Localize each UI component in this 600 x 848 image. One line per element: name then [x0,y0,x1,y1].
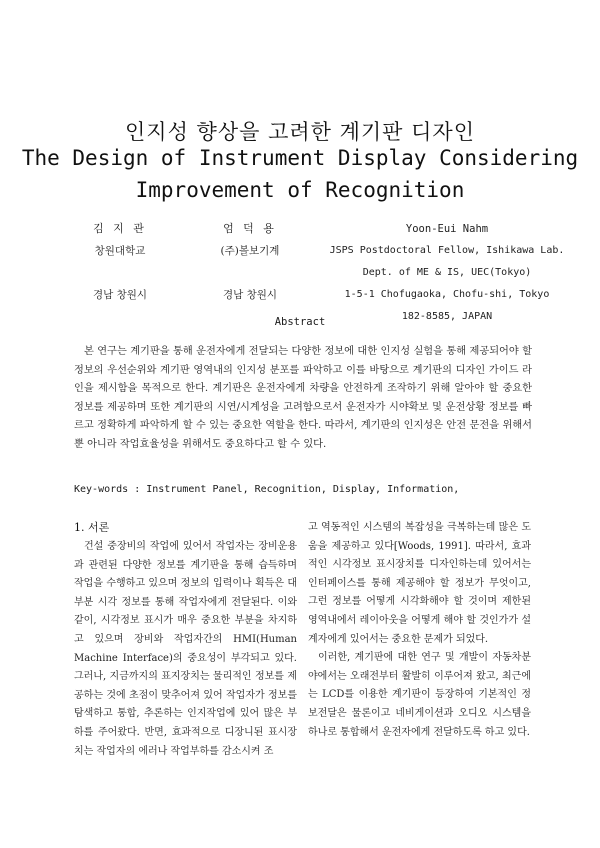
author-block-1 [70,218,170,306]
title-korean: 인지성 향상을 고려한 계기판 디자인 [125,120,475,144]
title-english-line1: The Design of Instrument Display Considering [21,146,579,170]
author-affiliation: (주)볼보기계 [220,245,280,257]
author-location: 경남 창원시 [92,289,148,301]
author-affiliation-line2: Dept. of ME & IS, UEC(Tokyo) [362,267,532,278]
author-block-2 [200,218,300,306]
keywords-line: Key-words : Instrument Panel, Recognition, Display, Information, [74,484,460,495]
author-location: 경남 창원시 [222,289,278,301]
author-address-line2: 182-8585, JAPAN [401,311,493,322]
abstract-body: 본 연구는 계기판을 통해 운전자에게 전달되는 다양한 정보에 대한 인지성 실험을 통해 제공되어야 할 정보의 우선순위와 계기판 영역내의 인지성 분포를 파악하고 이를 바탕으로 계기판의 디자인 가이드 라인을 제시함을 목적으로 한다. 계기판은 운전자에게 차량을 안전하게 조작하기 위해 알아야 할 중요한 정보를 제공하며 또한 계기판의 시연/시계성을 고려함으로서 운전자가 시야확보 및 운전상황 정보를 빠르고 정확하게 파악하게 할 수 있는 중요한 역할을 한다. 따라서, 계기판의 인지성은 안전 문전을 위해서 뿐 아니라 작업효율성을 위해서도 중요하다고 할 수 있다. [74,346,532,450]
body-column-right [308,519,531,742]
author-name: Yoon-Eui Nahm [405,223,489,235]
body-paragraph: 이러한, 계기판에 대한 연구 및 개발이 자동차분야에서는 오래전부터 활발히 이루어져 왔고, 최근에는 LCD를 이용한 계기판이 등장하여 기본적인 정보전달은 물론이고 네비게이션과 오디오 시스템을 하나로 통합해서 운전자에게 전달하도록 하고 있다. [308,652,531,738]
author-block-3 [312,218,582,328]
author-name: 김 지 관 [93,222,147,235]
author-address-line1: 1-5-1 Chofugaoka, Chofu-shi, Tokyo [344,289,550,300]
abstract-heading: Abstract [274,316,326,328]
body-column-left: 건설 중장비의 작업에 있어서 작업자는 장비운용과 관련된 다양한 정보를 계기판을 통해 습득하며 작업을 수행하고 있으며 정보의 입력이나 획득은 대부분 시각 정보를 통해 작업자에게 전달된다. 이와같이, 시각정보 표시가 매우 중요한 부분을 차지하고 있으며 장비와 작업자간의 HMI(Human Machine Interface)의 중요성이 부각되고 있다. 그러나, 지금까지의 표지장치는 물리적인 정보를 제공하는 것에 초점이 맞추어져 있어 작업자가 정보를 탐색하고 통합, 추론하는 인지작업에 있어 많은 부하를 주어왔다. 반면, 효과적으로 디장니된 표시장치는 작업자의 에러나 작업부하를 감소시켜 조 [74,541,297,757]
body-paragraph: 고 역동적인 시스템의 복잡성을 극복하는데 많은 도움을 제공하고 있다[Woods, 1991]. 따라서, 효과적인 시각정보 표시장치를 디자인하는데 있어서는 인터페이스를 통해 제공해야 할 정보가 무엇이고, 그런 정보를 어떻게 시각화해야 할 것이며 제한된 영역내에서 레이아웃을 어떻게 해야 할 것인가가 설계자에게 있어서는 중요한 문제가 되었다. [308,522,531,645]
section-heading: 1. 서론 [74,521,110,534]
author-affiliation-line1: JSPS Postdoctoral Fellow, Ishikawa Lab. [329,245,565,256]
author-affiliation: 창원대학교 [94,245,146,257]
author-name: 엄 덕 용 [223,222,277,235]
title-english-line2: Improvement of Recognition [135,178,465,202]
